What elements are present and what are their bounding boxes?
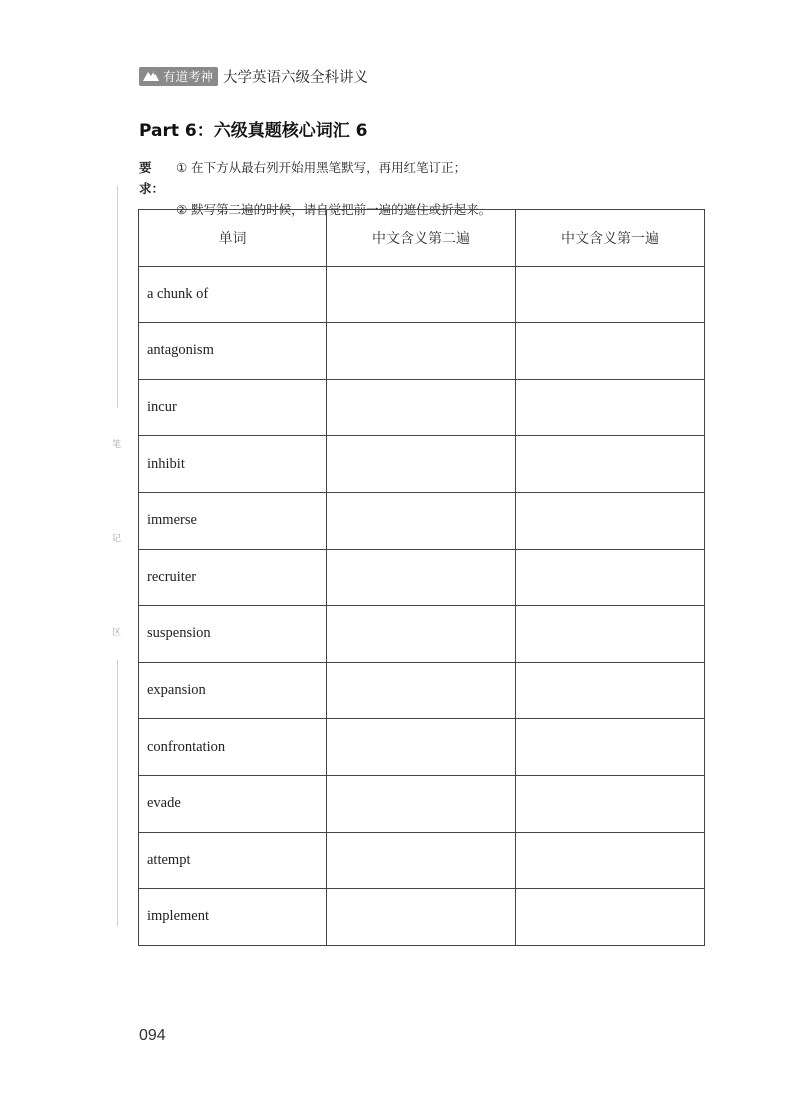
meaning-second-cell[interactable]: [327, 719, 516, 776]
requirement-line-2: ② 默写第二遍的时候，请自觉把前一遍的遮住或折起来。: [176, 202, 492, 217]
word-cell: confrontation: [139, 719, 327, 776]
column-header-meaning-first: 中文含义第一遍: [516, 210, 705, 267]
brand-badge: [139, 67, 218, 86]
table-row: [139, 323, 705, 380]
notes-margin-char-3: 区: [112, 628, 122, 638]
notes-margin-line-top: [117, 186, 118, 408]
table-row: [139, 549, 705, 606]
table-row: [139, 436, 705, 493]
word-cell: incur: [139, 379, 327, 436]
table-row: [139, 379, 705, 436]
meaning-first-cell[interactable]: [516, 549, 705, 606]
table-row: [139, 662, 705, 719]
word-cell: suspension: [139, 606, 327, 663]
page-header: [139, 66, 368, 86]
table-row: [139, 266, 705, 323]
meaning-first-cell[interactable]: [516, 719, 705, 776]
requirement-line-1: ① 在下方从最右列开始用黑笔默写，再用红笔订正；: [176, 160, 467, 175]
meaning-second-cell[interactable]: [327, 662, 516, 719]
notes-margin-char-1: 笔: [112, 440, 122, 450]
meaning-second-cell[interactable]: [327, 549, 516, 606]
table-header-row: [139, 210, 705, 267]
meaning-second-cell[interactable]: [327, 379, 516, 436]
table-row: [139, 492, 705, 549]
meaning-second-cell[interactable]: [327, 492, 516, 549]
meaning-first-cell[interactable]: [516, 436, 705, 493]
word-cell: attempt: [139, 832, 327, 889]
table-row: [139, 889, 705, 946]
word-cell: recruiter: [139, 549, 327, 606]
page-number: 094: [139, 1027, 166, 1044]
brand-logo-icon: [142, 69, 160, 83]
meaning-first-cell[interactable]: [516, 832, 705, 889]
vocabulary-table: [138, 209, 705, 946]
meaning-first-cell[interactable]: [516, 775, 705, 832]
meaning-first-cell[interactable]: [516, 323, 705, 380]
meaning-second-cell[interactable]: [327, 606, 516, 663]
word-cell: antagonism: [139, 323, 327, 380]
table-row: [139, 832, 705, 889]
word-cell: evade: [139, 775, 327, 832]
meaning-first-cell[interactable]: [516, 606, 705, 663]
table-row: [139, 606, 705, 663]
meaning-second-cell[interactable]: [327, 832, 516, 889]
meaning-first-cell[interactable]: [516, 492, 705, 549]
column-header-meaning-second: 中文含义第二遍: [327, 210, 516, 267]
page-title: Part 6：六级真题核心词汇 6: [139, 121, 368, 141]
word-cell: immerse: [139, 492, 327, 549]
notes-margin-char-2: 记: [112, 534, 122, 544]
meaning-first-cell[interactable]: [516, 662, 705, 719]
column-header-word: 单词: [139, 210, 327, 267]
meaning-second-cell[interactable]: [327, 889, 516, 946]
meaning-second-cell[interactable]: [327, 775, 516, 832]
book-title: 大学英语六级全科讲义: [223, 69, 369, 86]
brand-name: 有道考神: [163, 69, 214, 84]
table-row: [139, 775, 705, 832]
word-cell: implement: [139, 889, 327, 946]
meaning-first-cell[interactable]: [516, 266, 705, 323]
requirements-label: 要求：: [139, 160, 165, 196]
meaning-second-cell[interactable]: [327, 266, 516, 323]
meaning-first-cell[interactable]: [516, 889, 705, 946]
meaning-second-cell[interactable]: [327, 323, 516, 380]
word-cell: a chunk of: [139, 266, 327, 323]
word-cell: expansion: [139, 662, 327, 719]
word-cell: inhibit: [139, 436, 327, 493]
meaning-second-cell[interactable]: [327, 436, 516, 493]
meaning-first-cell[interactable]: [516, 379, 705, 436]
table-row: [139, 719, 705, 776]
notes-margin-line-bottom: [117, 660, 118, 926]
